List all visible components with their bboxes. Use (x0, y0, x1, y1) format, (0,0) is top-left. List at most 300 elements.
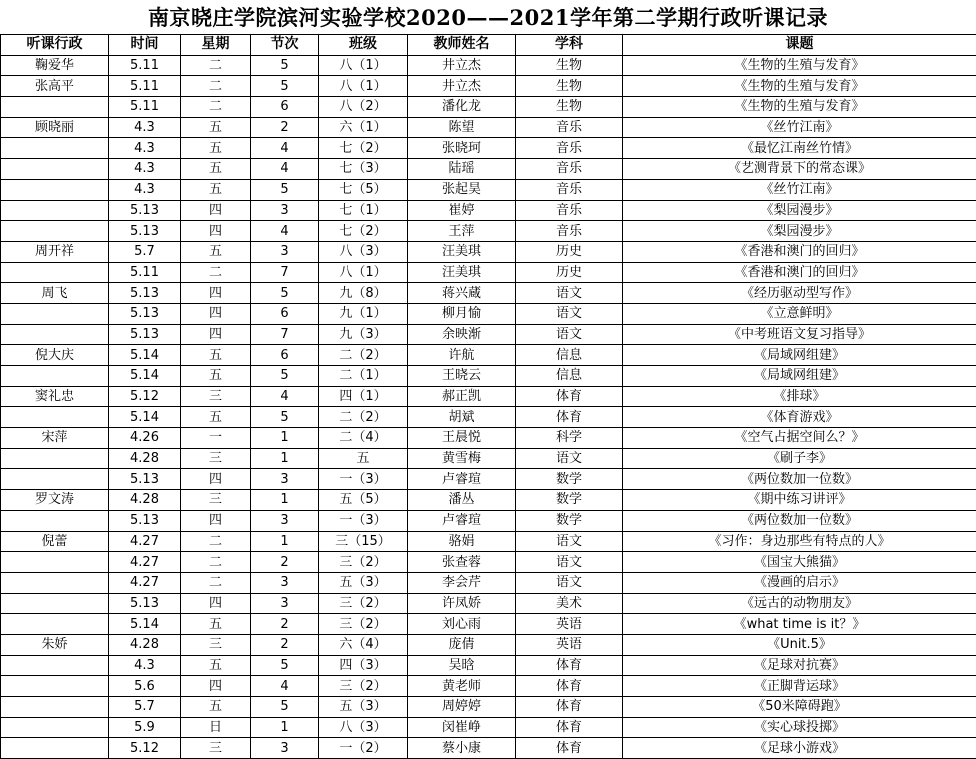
class-cell: 八（3） (319, 241, 408, 262)
period-cell: 6 (251, 345, 319, 366)
period-cell: 4 (251, 138, 319, 159)
subject-cell: 数学 (516, 490, 623, 511)
table-row (1, 552, 976, 573)
time-cell: 5.12 (109, 386, 181, 407)
class-cell: 四（1） (319, 386, 408, 407)
header-subject: 学科 (516, 35, 623, 56)
admin-cell (1, 303, 109, 324)
table-row (1, 428, 976, 449)
subject-cell: 体育 (516, 407, 623, 428)
time-cell: 4.26 (109, 428, 181, 449)
period-cell: 4 (251, 221, 319, 242)
class-cell: 五（5） (319, 490, 408, 511)
class-cell: 二（4） (319, 428, 408, 449)
time-cell: 5.12 (109, 738, 181, 759)
period-cell: 5 (251, 283, 319, 304)
subject-cell: 语文 (516, 531, 623, 552)
table-row (1, 510, 976, 531)
teacher-cell: 陈望 (408, 117, 516, 138)
weekday-cell: 五 (181, 159, 251, 180)
period-cell: 5 (251, 655, 319, 676)
teacher-cell: 张起昊 (408, 179, 516, 200)
class-cell: 三（2） (319, 593, 408, 614)
class-cell: 八（1） (319, 76, 408, 97)
admin-cell: 宋萍 (1, 428, 109, 449)
period-cell: 3 (251, 241, 319, 262)
teacher-cell: 骆娟 (408, 531, 516, 552)
period-cell: 1 (251, 490, 319, 511)
period-cell: 1 (251, 717, 319, 738)
time-cell: 4.3 (109, 179, 181, 200)
teacher-cell: 余映渐 (408, 324, 516, 345)
weekday-cell: 二 (181, 97, 251, 118)
teacher-cell: 井立杰 (408, 55, 516, 76)
time-cell: 4.27 (109, 531, 181, 552)
time-cell: 5.13 (109, 283, 181, 304)
admin-cell (1, 572, 109, 593)
weekday-cell: 五 (181, 241, 251, 262)
table-row (1, 676, 976, 697)
class-cell: 七（5） (319, 179, 408, 200)
class-cell: 三（2） (319, 552, 408, 573)
weekday-cell: 四 (181, 593, 251, 614)
teacher-cell: 潘化龙 (408, 97, 516, 118)
table-row (1, 283, 976, 304)
subject-cell: 音乐 (516, 179, 623, 200)
header-period: 节次 (251, 35, 319, 56)
teacher-cell: 王晨悦 (408, 428, 516, 449)
table-row (1, 138, 976, 159)
admin-cell (1, 221, 109, 242)
class-cell: 一（2） (319, 738, 408, 759)
class-cell: 九（1） (319, 303, 408, 324)
header-admin: 听课行政 (1, 35, 109, 56)
topic-cell: 《最忆江南丝竹情》 (623, 138, 976, 159)
subject-cell: 音乐 (516, 200, 623, 221)
weekday-cell: 四 (181, 283, 251, 304)
time-cell: 5.11 (109, 55, 181, 76)
admin-cell (1, 159, 109, 180)
admin-cell (1, 738, 109, 759)
topic-cell: 《艺测背景下的常态课》 (623, 159, 976, 180)
teacher-cell: 井立杰 (408, 76, 516, 97)
class-cell: 五 (319, 448, 408, 469)
subject-cell: 音乐 (516, 221, 623, 242)
weekday-cell: 三 (181, 738, 251, 759)
time-cell: 5.6 (109, 676, 181, 697)
table-row (1, 717, 976, 738)
weekday-cell: 四 (181, 303, 251, 324)
topic-cell: 《习作：身边那些有特点的人》 (623, 531, 976, 552)
teacher-cell: 蒋兴蔵 (408, 283, 516, 304)
topic-cell: 《丝竹江南》 (623, 117, 976, 138)
teacher-cell: 吴晗 (408, 655, 516, 676)
weekday-cell: 三 (181, 490, 251, 511)
teacher-cell: 陆瑶 (408, 159, 516, 180)
class-cell: 八（1） (319, 55, 408, 76)
table-row (1, 634, 976, 655)
subject-cell: 历史 (516, 262, 623, 283)
class-cell: 八（3） (319, 717, 408, 738)
topic-cell: 《生物的生殖与发育》 (623, 76, 976, 97)
topic-cell: 《中考班语文复习指导》 (623, 324, 976, 345)
admin-cell (1, 697, 109, 718)
topic-cell: 《足球对抗赛》 (623, 655, 976, 676)
topic-cell: 《香港和澳门的回归》 (623, 241, 976, 262)
period-cell: 6 (251, 303, 319, 324)
time-cell: 4.3 (109, 655, 181, 676)
subject-cell: 语文 (516, 572, 623, 593)
subject-cell: 音乐 (516, 117, 623, 138)
period-cell: 7 (251, 324, 319, 345)
teacher-cell: 汪美琪 (408, 262, 516, 283)
table-row (1, 262, 976, 283)
topic-cell: 《远古的动物朋友》 (623, 593, 976, 614)
time-cell: 5.13 (109, 510, 181, 531)
table-row (1, 76, 976, 97)
weekday-cell: 三 (181, 634, 251, 655)
topic-cell: 《空气占据空间么？》 (623, 428, 976, 449)
class-cell: 七（3） (319, 159, 408, 180)
period-cell: 2 (251, 634, 319, 655)
admin-cell: 倪大庆 (1, 345, 109, 366)
teacher-cell: 王晓云 (408, 366, 516, 387)
class-cell: 七（2） (319, 138, 408, 159)
admin-cell (1, 407, 109, 428)
topic-cell: 《体育游戏》 (623, 407, 976, 428)
class-cell: 三（15） (319, 531, 408, 552)
weekday-cell: 四 (181, 676, 251, 697)
subject-cell: 语文 (516, 324, 623, 345)
teacher-cell: 黄雪梅 (408, 448, 516, 469)
table-row (1, 469, 976, 490)
header-row (1, 35, 976, 56)
topic-cell: 《排球》 (623, 386, 976, 407)
subject-cell: 体育 (516, 676, 623, 697)
class-cell: 五（3） (319, 572, 408, 593)
topic-cell: 《生物的生殖与发育》 (623, 97, 976, 118)
period-cell: 3 (251, 510, 319, 531)
period-cell: 3 (251, 200, 319, 221)
table-row (1, 738, 976, 759)
table-row (1, 593, 976, 614)
time-cell: 4.28 (109, 634, 181, 655)
period-cell: 5 (251, 179, 319, 200)
header-teacher: 教师姓名 (408, 35, 516, 56)
topic-cell: 《国宝大熊猫》 (623, 552, 976, 573)
weekday-cell: 五 (181, 614, 251, 635)
subject-cell: 生物 (516, 97, 623, 118)
topic-cell: 《局域网组建》 (623, 345, 976, 366)
period-cell: 1 (251, 448, 319, 469)
class-cell: 五（3） (319, 697, 408, 718)
time-cell: 5.9 (109, 717, 181, 738)
admin-cell: 朱娇 (1, 634, 109, 655)
admin-cell (1, 366, 109, 387)
admin-cell: 顾晓丽 (1, 117, 109, 138)
class-cell: 一（3） (319, 469, 408, 490)
period-cell: 7 (251, 262, 319, 283)
period-cell: 4 (251, 159, 319, 180)
time-cell: 5.11 (109, 97, 181, 118)
period-cell: 2 (251, 117, 319, 138)
weekday-cell: 日 (181, 717, 251, 738)
subject-cell: 语文 (516, 448, 623, 469)
table-row (1, 407, 976, 428)
teacher-cell: 崔婷 (408, 200, 516, 221)
time-cell: 4.3 (109, 138, 181, 159)
admin-cell (1, 97, 109, 118)
subject-cell: 历史 (516, 241, 623, 262)
subject-cell: 数学 (516, 510, 623, 531)
table-row (1, 55, 976, 76)
time-cell: 4.27 (109, 572, 181, 593)
period-cell: 2 (251, 614, 319, 635)
class-cell: 三（2） (319, 676, 408, 697)
weekday-cell: 三 (181, 448, 251, 469)
topic-cell: 《足球小游戏》 (623, 738, 976, 759)
admin-cell (1, 614, 109, 635)
subject-cell: 语文 (516, 552, 623, 573)
admin-cell (1, 324, 109, 345)
teacher-cell: 许航 (408, 345, 516, 366)
teacher-cell: 刘心雨 (408, 614, 516, 635)
weekday-cell: 二 (181, 76, 251, 97)
teacher-cell: 庞倩 (408, 634, 516, 655)
class-cell: 七（2） (319, 221, 408, 242)
subject-cell: 数学 (516, 469, 623, 490)
admin-cell (1, 469, 109, 490)
weekday-cell: 二 (181, 552, 251, 573)
time-cell: 4.3 (109, 159, 181, 180)
weekday-cell: 五 (181, 366, 251, 387)
period-cell: 5 (251, 55, 319, 76)
time-cell: 5.7 (109, 241, 181, 262)
subject-cell: 科学 (516, 428, 623, 449)
subject-cell: 体育 (516, 738, 623, 759)
subject-cell: 语文 (516, 283, 623, 304)
period-cell: 1 (251, 428, 319, 449)
time-cell: 4.28 (109, 448, 181, 469)
teacher-cell: 闵崔峥 (408, 717, 516, 738)
header-class: 班级 (319, 35, 408, 56)
table-row (1, 614, 976, 635)
time-cell: 5.13 (109, 200, 181, 221)
admin-cell (1, 717, 109, 738)
table-row (1, 366, 976, 387)
period-cell: 1 (251, 531, 319, 552)
weekday-cell: 五 (181, 407, 251, 428)
header-topic: 课题 (623, 35, 976, 56)
weekday-cell: 四 (181, 469, 251, 490)
teacher-cell: 卢睿瑄 (408, 510, 516, 531)
admin-cell: 张高平 (1, 76, 109, 97)
class-cell: 二（1） (319, 366, 408, 387)
topic-cell: 《梨园漫步》 (623, 221, 976, 242)
topic-cell: 《两位数加一位数》 (623, 510, 976, 531)
admin-cell (1, 552, 109, 573)
period-cell: 5 (251, 366, 319, 387)
table-row (1, 117, 976, 138)
admin-cell (1, 655, 109, 676)
teacher-cell: 周婷婷 (408, 697, 516, 718)
teacher-cell: 黄老师 (408, 676, 516, 697)
class-cell: 三（2） (319, 614, 408, 635)
teacher-cell: 汪美琪 (408, 241, 516, 262)
topic-cell: 《丝竹江南》 (623, 179, 976, 200)
table-row (1, 386, 976, 407)
admin-cell (1, 179, 109, 200)
weekday-cell: 四 (181, 510, 251, 531)
time-cell: 5.14 (109, 407, 181, 428)
subject-cell: 语文 (516, 303, 623, 324)
admin-cell: 周飞 (1, 283, 109, 304)
time-cell: 5.11 (109, 76, 181, 97)
weekday-cell: 二 (181, 531, 251, 552)
period-cell: 3 (251, 572, 319, 593)
admin-cell: 鞠爱华 (1, 55, 109, 76)
time-cell: 5.13 (109, 469, 181, 490)
table-row (1, 572, 976, 593)
topic-cell: 《局域网组建》 (623, 366, 976, 387)
teacher-cell: 张查蓉 (408, 552, 516, 573)
topic-cell: 《立意鲜明》 (623, 303, 976, 324)
class-cell: 八（1） (319, 262, 408, 283)
teacher-cell: 许凤娇 (408, 593, 516, 614)
period-cell: 3 (251, 469, 319, 490)
period-cell: 3 (251, 738, 319, 759)
class-cell: 九（8） (319, 283, 408, 304)
subject-cell: 体育 (516, 717, 623, 738)
admin-cell: 周开祥 (1, 241, 109, 262)
period-cell: 5 (251, 407, 319, 428)
class-cell: 八（2） (319, 97, 408, 118)
admin-cell (1, 593, 109, 614)
subject-cell: 信息 (516, 345, 623, 366)
weekday-cell: 四 (181, 200, 251, 221)
subject-cell: 音乐 (516, 159, 623, 180)
weekday-cell: 四 (181, 324, 251, 345)
class-cell: 六（1） (319, 117, 408, 138)
topic-cell: 《香港和澳门的回归》 (623, 262, 976, 283)
time-cell: 5.14 (109, 366, 181, 387)
time-cell: 4.27 (109, 552, 181, 573)
admin-cell (1, 262, 109, 283)
time-cell: 5.11 (109, 262, 181, 283)
table-row (1, 531, 976, 552)
period-cell: 2 (251, 552, 319, 573)
period-cell: 4 (251, 386, 319, 407)
subject-cell: 体育 (516, 386, 623, 407)
time-cell: 4.28 (109, 490, 181, 511)
record-table (0, 34, 976, 759)
period-cell: 4 (251, 676, 319, 697)
time-cell: 5.14 (109, 345, 181, 366)
table-row (1, 241, 976, 262)
subject-cell: 美术 (516, 593, 623, 614)
class-cell: 四（3） (319, 655, 408, 676)
topic-cell: 《实心球投掷》 (623, 717, 976, 738)
admin-cell (1, 138, 109, 159)
time-cell: 5.13 (109, 303, 181, 324)
page-title: 南京晓庄学院滨河实验学校2020——2021学年第二学期行政听课记录 (0, 0, 976, 34)
topic-cell: 《50米障碍跑》 (623, 697, 976, 718)
topic-cell: 《生物的生殖与发育》 (623, 55, 976, 76)
table-row (1, 303, 976, 324)
topic-cell: 《梨园漫步》 (623, 200, 976, 221)
weekday-cell: 五 (181, 655, 251, 676)
weekday-cell: 二 (181, 572, 251, 593)
table-row (1, 97, 976, 118)
subject-cell: 体育 (516, 655, 623, 676)
class-cell: 七（1） (319, 200, 408, 221)
admin-cell (1, 200, 109, 221)
class-cell: 二（2） (319, 407, 408, 428)
weekday-cell: 二 (181, 262, 251, 283)
table-row (1, 324, 976, 345)
period-cell: 6 (251, 97, 319, 118)
time-cell: 5.14 (109, 614, 181, 635)
period-cell: 3 (251, 593, 319, 614)
admin-cell: 窦礼忠 (1, 386, 109, 407)
teacher-cell: 卢睿瑄 (408, 469, 516, 490)
topic-cell: 《正脚背运球》 (623, 676, 976, 697)
admin-cell: 倪蕾 (1, 531, 109, 552)
period-cell: 5 (251, 697, 319, 718)
time-cell: 4.3 (109, 117, 181, 138)
table-row (1, 697, 976, 718)
period-cell: 5 (251, 76, 319, 97)
teacher-cell: 李会芹 (408, 572, 516, 593)
subject-cell: 生物 (516, 55, 623, 76)
subject-cell: 英语 (516, 634, 623, 655)
class-cell: 一（3） (319, 510, 408, 531)
weekday-cell: 三 (181, 386, 251, 407)
header-time: 时间 (109, 35, 181, 56)
time-cell: 5.13 (109, 324, 181, 345)
weekday-cell: 五 (181, 179, 251, 200)
admin-cell: 罗文涛 (1, 490, 109, 511)
topic-cell: 《漫画的启示》 (623, 572, 976, 593)
table-row (1, 159, 976, 180)
time-cell: 5.7 (109, 697, 181, 718)
subject-cell: 英语 (516, 614, 623, 635)
class-cell: 二（2） (319, 345, 408, 366)
teacher-cell: 王萍 (408, 221, 516, 242)
table-row (1, 448, 976, 469)
topic-cell: 《Unit.5》 (623, 634, 976, 655)
weekday-cell: 五 (181, 345, 251, 366)
time-cell: 5.13 (109, 221, 181, 242)
table-row (1, 200, 976, 221)
admin-cell (1, 448, 109, 469)
weekday-cell: 五 (181, 697, 251, 718)
teacher-cell: 柳月愉 (408, 303, 516, 324)
teacher-cell: 郝正凯 (408, 386, 516, 407)
weekday-cell: 五 (181, 138, 251, 159)
table-row (1, 179, 976, 200)
weekday-cell: 一 (181, 428, 251, 449)
table-row (1, 490, 976, 511)
topic-cell: 《what time is it？》 (623, 614, 976, 635)
topic-cell: 《经历驱动型写作》 (623, 283, 976, 304)
teacher-cell: 蔡小康 (408, 738, 516, 759)
subject-cell: 生物 (516, 76, 623, 97)
subject-cell: 音乐 (516, 138, 623, 159)
weekday-cell: 二 (181, 55, 251, 76)
weekday-cell: 四 (181, 221, 251, 242)
topic-cell: 《刷子李》 (623, 448, 976, 469)
